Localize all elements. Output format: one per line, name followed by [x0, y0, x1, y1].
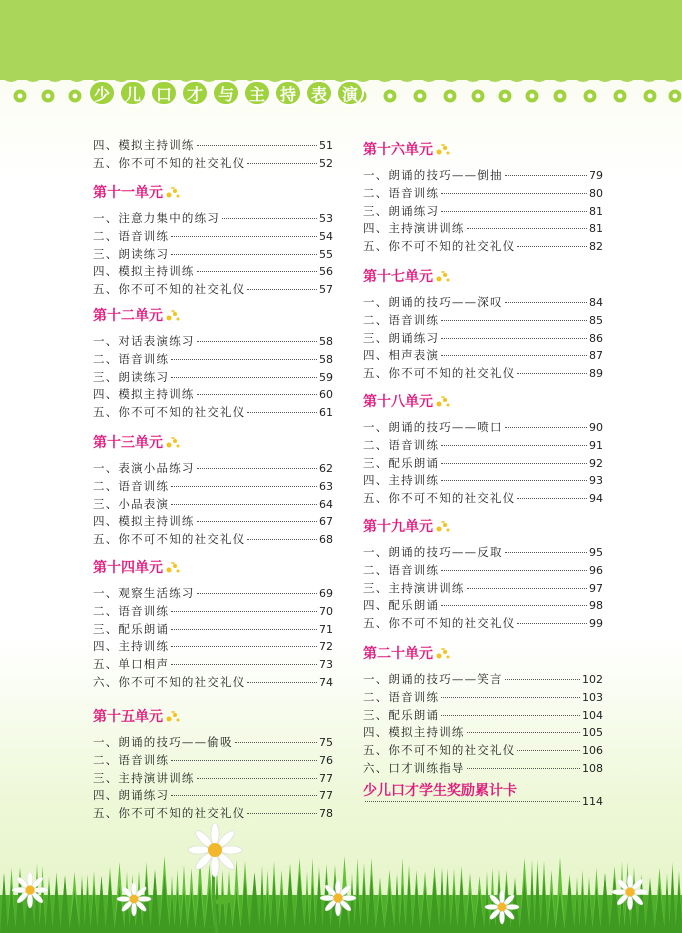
toc-entry[interactable]: [93, 734, 333, 752]
toc-entry[interactable]: [93, 787, 333, 805]
toc-dot-leader: [365, 801, 580, 802]
toc-entry-label: 四、模拟主持训练: [93, 264, 195, 279]
toc-entry[interactable]: [363, 455, 603, 473]
toc-entry-page: 68: [319, 533, 333, 547]
toc-entry[interactable]: [93, 155, 333, 173]
toc-entry-label: 五、你不可不知的社交礼仪: [93, 532, 246, 547]
toc-entry-label: 三、配乐朗诵: [363, 455, 440, 470]
toc-entry[interactable]: [93, 246, 333, 264]
toc-entry-label: 四、相声表演: [363, 348, 440, 363]
toc-entry-label: 四、主持训练: [93, 639, 170, 654]
toc-entry-label: 五、你不可不知的社交礼仪: [93, 282, 246, 297]
toc-entry-page: 96: [589, 563, 603, 577]
toc-dot-leader: [441, 605, 587, 606]
toc-entry-page: 81: [589, 222, 603, 236]
sparkle-icon: [165, 436, 181, 450]
header-title-char: 主: [243, 80, 271, 106]
toc-entry-page: 97: [589, 581, 603, 595]
toc-entry-label: 二、语音训练: [363, 185, 440, 200]
toc-entry[interactable]: [363, 760, 603, 778]
toc-entry[interactable]: [93, 369, 333, 387]
toc-entry-label: 四、配乐朗诵: [363, 598, 440, 613]
toc-dot-leader: [517, 750, 580, 751]
toc-entry-label: 四、模拟主持训练: [363, 725, 465, 740]
sparkle-icon: [435, 143, 451, 157]
unit-heading-text: 第十四单元: [93, 560, 163, 576]
toc-entry-label: 五、你不可不知的社交礼仪: [363, 616, 516, 631]
toc-entry-label: 一、朗诵的技巧——笑言: [363, 672, 503, 686]
toc-entry-label: 五、你不可不知的社交礼仪: [363, 743, 516, 758]
toc-dot-leader: [517, 246, 587, 247]
toc-dot-leader: [197, 145, 317, 146]
toc-entry[interactable]: [363, 490, 603, 508]
toc-entry-label: 五、你不可不知的社交礼仪: [93, 806, 246, 821]
toc-entry-label: 五、你不可不知的社交礼仪: [93, 405, 246, 420]
toc-entry-page: 51: [319, 139, 333, 152]
toc-dot-leader: [247, 289, 317, 290]
toc-dot-leader: [505, 302, 587, 303]
toc-entry[interactable]: [363, 238, 603, 256]
toc-entry-label: 五、你不可不知的社交礼仪: [363, 491, 516, 506]
toc-entry-label: 四、模拟主持训练: [93, 514, 195, 529]
sparkle-icon: [165, 561, 181, 575]
toc-entry-label: 二、语音训练: [93, 603, 170, 618]
toc-dot-leader: [467, 228, 587, 229]
toc-entry-label: 三、朗诵练习: [363, 330, 440, 345]
unit-heading-text: 第十六单元: [363, 142, 433, 158]
sparkle-icon: [435, 647, 451, 661]
toc-entry[interactable]: [93, 656, 333, 674]
toc-entry-label: 四、模拟主持训练: [93, 387, 195, 402]
header-title-char: 少: [88, 80, 116, 106]
toc-entry-label: 二、语音训练: [93, 228, 170, 243]
toc-entry-page: 54: [319, 229, 333, 243]
toc-entry-page: 103: [582, 690, 603, 704]
toc-entry[interactable]: [363, 580, 603, 598]
toc-entry-label: 二、语音训练: [363, 437, 440, 452]
toc-entry[interactable]: [363, 562, 603, 580]
unit-heading-text: 第十一单元: [93, 185, 163, 201]
daisy-flower-icon: [610, 872, 650, 912]
daisy-flower-icon: [185, 820, 245, 933]
toc-dot-leader: [247, 163, 317, 164]
daisy-flower-icon: [115, 880, 153, 918]
header-title-char: 儿: [119, 80, 147, 106]
toc-dot-leader: [171, 646, 317, 647]
daisy-flower-icon: [318, 878, 358, 918]
toc-entry-label: 一、观察生活练习: [93, 586, 195, 600]
toc-entry-label: 二、语音训练: [363, 312, 440, 327]
toc-dot-leader: [171, 377, 317, 378]
header-title: [88, 80, 364, 106]
toc-dot-leader: [171, 664, 317, 665]
sparkle-icon: [435, 395, 451, 409]
toc-entry[interactable]: [93, 333, 333, 351]
toc-entry-page: 77: [319, 771, 333, 785]
toc-dot-leader: [517, 623, 587, 624]
toc-entry-page: 102: [582, 673, 603, 686]
toc-dot-leader: [247, 682, 317, 683]
toc-dot-leader: [197, 778, 317, 779]
toc-dot-leader: [197, 271, 317, 272]
toc-entry-page: 105: [582, 726, 603, 740]
unit-heading-text: 第二十单元: [363, 646, 433, 662]
header-title-char: 演: [336, 80, 364, 106]
toc-entry[interactable]: [363, 689, 603, 707]
toc-entry[interactable]: [93, 228, 333, 246]
daisy-flower-icon: [10, 870, 50, 910]
unit-heading: [363, 643, 451, 663]
sparkle-icon: [435, 270, 451, 284]
toc-entry-page: 62: [319, 462, 333, 475]
toc-entry-label: 四、模拟主持训练: [93, 138, 195, 152]
toc-entry[interactable]: [93, 460, 333, 478]
toc-dot-leader: [441, 355, 587, 356]
toc-entry-label: 一、注意力集中的练习: [93, 211, 220, 225]
toc-entry-label: 二、语音训练: [93, 478, 170, 493]
toc-entry-label: 一、表演小品练习: [93, 461, 195, 475]
toc-dot-leader: [441, 463, 587, 464]
toc-entry-page: 63: [319, 479, 333, 493]
toc-entry-page: 71: [319, 622, 333, 636]
toc-entry-page: 86: [589, 331, 603, 345]
toc-entry[interactable]: [363, 330, 603, 348]
toc-dot-leader: [197, 468, 317, 469]
toc-dot-leader: [222, 218, 317, 219]
toc-dot-leader: [505, 552, 587, 553]
toc-entry-label: 三、主持演讲训练: [363, 580, 465, 595]
toc-entry-page: 73: [319, 658, 333, 672]
toc-dot-leader: [171, 236, 317, 237]
toc-entry[interactable]: [363, 724, 603, 742]
toc-entry-page: 64: [319, 497, 333, 511]
toc-entry[interactable]: [93, 137, 333, 155]
toc-dot-leader: [171, 629, 317, 630]
toc-entry[interactable]: [363, 167, 603, 185]
toc-dot-leader: [441, 445, 587, 446]
toc-dot-leader: [505, 427, 587, 428]
toc-entry[interactable]: [93, 531, 333, 549]
unit-heading-text: 第十二单元: [93, 308, 163, 324]
toc-entry-page: 59: [319, 370, 333, 384]
toc-entry-label: 三、配乐朗诵: [93, 621, 170, 636]
toc-entry-page: 61: [319, 406, 333, 420]
unit-heading-text: 第十三单元: [93, 435, 163, 451]
toc-dot-leader: [247, 539, 317, 540]
toc-entry[interactable]: [363, 294, 603, 312]
toc-entry[interactable]: [93, 513, 333, 531]
toc-entry-page: 90: [589, 421, 603, 434]
header-title-char: 表: [305, 80, 333, 106]
toc-entry-label: 四、主持演讲训练: [363, 221, 465, 236]
toc-entry-page: 98: [589, 599, 603, 613]
toc-entry-label: 三、配乐朗诵: [363, 707, 440, 722]
toc-dot-leader: [197, 394, 317, 395]
toc-dot-leader: [171, 486, 317, 487]
sparkle-icon: [165, 710, 181, 724]
toc-entry[interactable]: [363, 220, 603, 238]
toc-dot-leader: [197, 521, 317, 522]
toc-entry[interactable]: [93, 404, 333, 422]
toc-entry-label: 一、朗诵的技巧——倒抽: [363, 168, 503, 182]
unit-heading: [363, 139, 451, 159]
toc-dot-leader: [517, 498, 587, 499]
toc-entry-label: 二、语音训练: [363, 562, 440, 577]
toc-entry-page: 93: [589, 474, 603, 488]
toc-entry-page: 60: [319, 388, 333, 402]
toc-entry[interactable]: [363, 742, 603, 760]
award-card-heading: 少儿口才学生奖励累计卡: [363, 783, 517, 799]
toc-entry-label: 六、你不可不知的社交礼仪: [93, 675, 246, 689]
toc-entry-page: 85: [589, 313, 603, 327]
toc-dot-leader: [247, 813, 317, 814]
toc-entry-page: 87: [589, 349, 603, 363]
toc-dot-leader: [171, 254, 317, 255]
toc-entry-label: 一、朗诵的技巧——喷口: [363, 420, 503, 434]
toc-entry-page: 75: [319, 736, 333, 749]
unit-heading: [363, 266, 451, 286]
toc-entry-page: 80: [589, 186, 603, 200]
award-card-entry[interactable]: [363, 795, 603, 813]
toc-entry[interactable]: [93, 638, 333, 656]
toc-entry-page: 92: [589, 456, 603, 470]
sparkle-icon: [165, 186, 181, 200]
toc-dot-leader: [171, 795, 317, 796]
toc-entry[interactable]: [363, 185, 603, 203]
toc-dot-leader: [441, 697, 580, 698]
toc-entry[interactable]: [93, 281, 333, 299]
toc-entry-page: 57: [319, 283, 333, 297]
toc-entry-page: 77: [319, 789, 333, 803]
toc-entry[interactable]: [93, 386, 333, 404]
toc-dot-leader: [467, 732, 580, 733]
header-title-char: 与: [212, 80, 240, 106]
toc-entry-page: 79: [589, 169, 603, 182]
toc-entry-page: 70: [319, 604, 333, 618]
unit-heading: [93, 432, 181, 452]
toc-entry-label: 五、你不可不知的社交礼仪: [93, 155, 246, 170]
toc-dot-leader: [171, 760, 317, 761]
toc-entry-label: 二、语音训练: [93, 752, 170, 767]
toc-dot-leader: [505, 679, 580, 680]
toc-entry[interactable]: [93, 674, 333, 692]
toc-dot-leader: [171, 611, 317, 612]
toc-entry-page: 67: [319, 515, 333, 529]
toc-entry-page: 104: [582, 708, 603, 722]
toc-dot-leader: [505, 175, 587, 176]
toc-entry-label: 二、语音训练: [93, 351, 170, 366]
toc-entry-label: 一、朗诵的技巧——偷吸: [93, 735, 233, 749]
toc-entry-page: 99: [589, 617, 603, 631]
daisy-flower-icon: [483, 888, 521, 926]
toc-entry-page: 114: [582, 795, 603, 808]
toc-dot-leader: [197, 593, 317, 594]
toc-entry[interactable]: [93, 752, 333, 770]
toc-entry[interactable]: [363, 312, 603, 330]
toc-entry-page: 58: [319, 335, 333, 348]
toc-dot-leader: [441, 715, 580, 716]
toc-entry[interactable]: [363, 419, 603, 437]
header-title-char: 才: [181, 80, 209, 106]
toc-entry-page: 58: [319, 352, 333, 366]
sparkle-icon: [435, 520, 451, 534]
toc-entry[interactable]: [93, 496, 333, 514]
toc-entry-page: 108: [582, 762, 603, 775]
toc-entry-label: 三、朗读练习: [93, 369, 170, 384]
toc-dot-leader: [197, 341, 317, 342]
toc-entry-page: 95: [589, 546, 603, 559]
toc-dot-leader: [441, 570, 587, 571]
unit-heading-text: 第十五单元: [93, 709, 163, 725]
toc-dot-leader: [441, 480, 587, 481]
toc-entry-page: 89: [589, 367, 603, 381]
sparkle-icon: [165, 309, 181, 323]
toc-entry-page: 69: [319, 587, 333, 600]
header-title-char: 持: [274, 80, 302, 106]
toc-entry[interactable]: [93, 621, 333, 639]
toc-entry[interactable]: [363, 472, 603, 490]
toc-entry-page: 82: [589, 240, 603, 254]
toc-entry-page: 81: [589, 204, 603, 218]
toc-dot-leader: [441, 338, 587, 339]
toc-entry-label: 四、朗诵练习: [93, 788, 170, 803]
toc-entry-page: 72: [319, 640, 333, 654]
toc-entry-label: 一、朗诵的技巧——反取: [363, 545, 503, 559]
toc-entry-label: 三、朗读练习: [93, 246, 170, 261]
toc-entry-page: 78: [319, 807, 333, 821]
toc-entry[interactable]: [363, 365, 603, 383]
toc-entry-page: 91: [589, 438, 603, 452]
unit-heading: [93, 305, 181, 325]
header-title-char: 口: [150, 80, 178, 106]
toc-dot-leader: [517, 373, 587, 374]
toc-entry-page: 55: [319, 247, 333, 261]
unit-heading-text: 第十九单元: [363, 519, 433, 535]
toc-entry[interactable]: [93, 263, 333, 281]
toc-entry[interactable]: [363, 671, 603, 689]
toc-entry-page: 94: [589, 492, 603, 506]
toc-entry[interactable]: [363, 437, 603, 455]
toc-dot-leader: [441, 211, 587, 212]
toc-entry-label: 五、单口相声: [93, 657, 170, 672]
toc-entry[interactable]: [363, 597, 603, 615]
toc-entry[interactable]: [93, 478, 333, 496]
toc-entry[interactable]: [93, 351, 333, 369]
toc-entry-page: 56: [319, 265, 333, 279]
toc-entry[interactable]: [363, 615, 603, 633]
toc-entry-label: 二、语音训练: [363, 689, 440, 704]
unit-heading: [93, 182, 181, 202]
toc-entry[interactable]: [93, 770, 333, 788]
toc-entry-label: 三、主持演讲训练: [93, 770, 195, 785]
toc-entry[interactable]: [363, 707, 603, 725]
toc-dot-leader: [171, 359, 317, 360]
toc-entry-page: 74: [319, 676, 333, 689]
unit-heading: [93, 706, 181, 726]
unit-heading: [363, 516, 451, 536]
toc-entry-page: 53: [319, 212, 333, 225]
toc-entry-label: 五、你不可不知的社交礼仪: [363, 366, 516, 381]
toc-entry-label: 一、朗诵的技巧——深叹: [363, 295, 503, 309]
unit-heading-text: 第十八单元: [363, 394, 433, 410]
toc-entry-page: 52: [319, 156, 333, 170]
unit-heading-text: 第十七单元: [363, 269, 433, 285]
toc-dot-leader: [171, 504, 317, 505]
toc-entry-label: 三、小品表演: [93, 496, 170, 511]
toc-dot-leader: [441, 320, 587, 321]
toc-entry[interactable]: [363, 347, 603, 365]
toc-entry-label: 四、主持训练: [363, 473, 440, 488]
toc-entry[interactable]: [93, 585, 333, 603]
toc-entry-label: 一、对话表演练习: [93, 334, 195, 348]
toc-entry[interactable]: [363, 203, 603, 221]
toc-dot-leader: [235, 742, 317, 743]
toc-entry-page: 84: [589, 296, 603, 309]
toc-dot-leader: [467, 768, 580, 769]
unit-heading: [363, 391, 451, 411]
toc-entry-page: 106: [582, 744, 603, 758]
toc-entry[interactable]: [93, 603, 333, 621]
toc-entry-label: 六、口才训练指导: [363, 761, 465, 775]
toc-dot-leader: [247, 412, 317, 413]
toc-entry-page: 76: [319, 753, 333, 767]
toc-entry-label: 三、朗诵练习: [363, 203, 440, 218]
unit-heading: [93, 557, 181, 577]
toc-dot-leader: [441, 193, 587, 194]
toc-entry-label: 五、你不可不知的社交礼仪: [363, 239, 516, 254]
toc-dot-leader: [467, 588, 587, 589]
toc-entry[interactable]: [363, 544, 603, 562]
toc-entry[interactable]: [93, 210, 333, 228]
